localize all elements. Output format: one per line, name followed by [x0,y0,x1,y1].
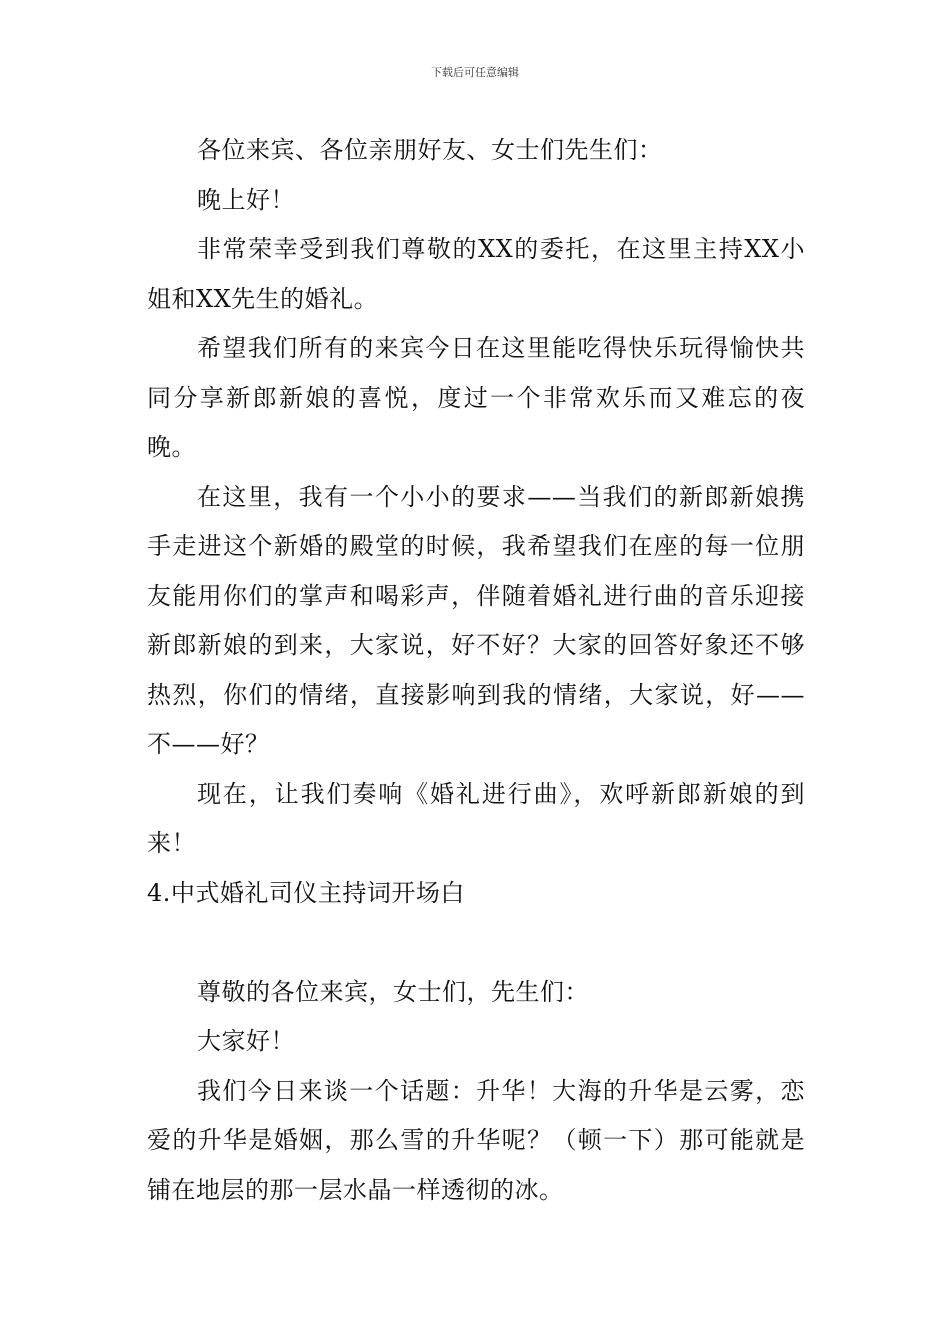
paragraph-hello-everyone: 大家好！ [197,1027,295,1055]
paragraph-greeting: 各位来宾、各位亲朋好友、女士们先生们： [197,136,663,164]
paragraph-request: 在这里，我有一个小小的要求——当我们的新郎新娘携手走进这个新婚的殿堂的时候，我希望我们在座的每一位朋友能用你们的掌声和喝彩声，伴随着婚礼进行曲的音乐迎接新郎新娘的到来，大家说，好不好？大家的回答好象还不够热烈，你们的情绪，直接影响到我的情绪，大家说，好——不——好？ [147,482,805,758]
paragraph-hope: 希望我们所有的来宾今日在这里能吃得快乐玩得愉快共同分享新郎新娘的喜悦，度过一个非常欢乐而又难忘的夜晚。 [147,334,805,461]
blank-line [147,918,805,968]
document-body [147,126,805,1215]
paragraph-good-evening: 晚上好！ [197,185,295,214]
section-heading: 4.中式婚礼司仪主持词开场白 [147,878,465,907]
paragraph-respected-guests: 尊敬的各位来宾，女士们，先生们： [197,977,589,1006]
page-header-note: 下载后可任意编辑 [431,66,519,79]
paragraph-wedding-march: 现在，让我们奏响《婚礼进行曲》，欢呼新郎新娘的到来！ [147,779,805,857]
paragraph-sublimation: 我们今日来谈一个话题：升华！大海的升华是云雾，恋爱的升华是婚姻，那么雪的升华呢？（顿一下）那可能就是铺在地层的那一层水晶一样透彻的冰。 [147,1076,805,1204]
paragraph-honor: 非常荣幸受到我们尊敬的XX的委托，在这里主持XX小姐和XX先生的婚礼。 [147,235,805,313]
